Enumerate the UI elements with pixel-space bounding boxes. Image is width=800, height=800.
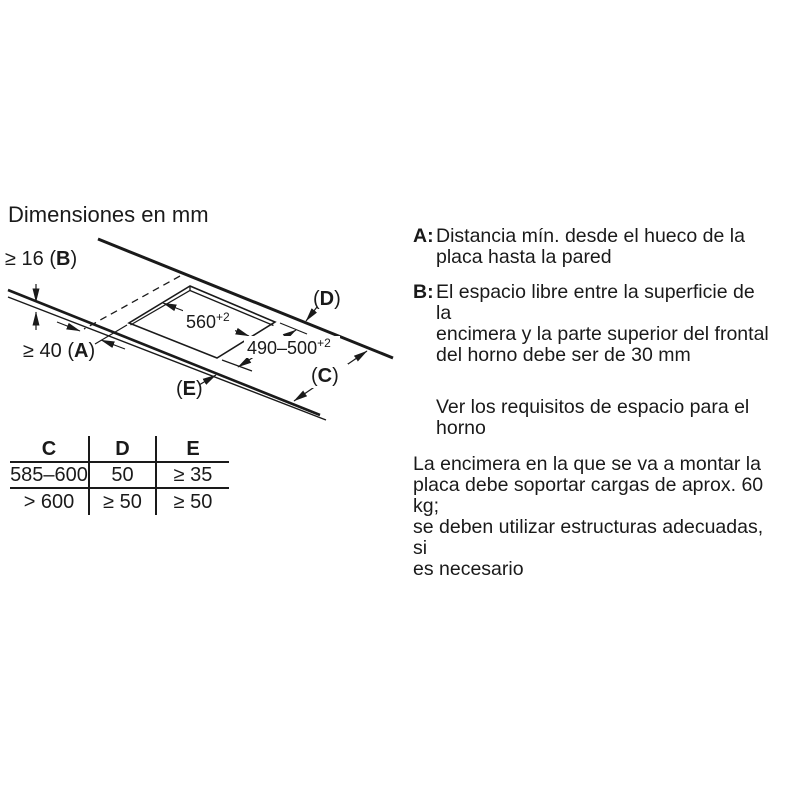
note-oven-line: Ver los requisitos de espacio para el [436,396,750,418]
note-b [413,282,769,366]
label-c: (C) [311,365,339,387]
cutout-right-extension-line [280,323,307,334]
note-load-line: placa debe soportar cargas de aprox. 60 kg; [413,474,764,517]
table-cell: ≥ 50 [90,489,157,515]
table-cell: > 600 [10,489,90,515]
note-b-line: El espacio libre entre la superficie de la [436,281,755,324]
notes-column [413,226,769,580]
table-cell: 50 [90,463,157,489]
cutout-depth-label: $490-500^{+2}$ [247,336,331,358]
note-a [413,226,769,268]
cutout-width-label: $560^{+2}$ [186,310,230,332]
table-header-d: D [90,436,157,463]
wall-distance-dimension-label: ≥ 40 (A) [23,340,96,362]
table-cell: ≥ 50 [173,491,213,513]
note-a-label: A: [413,225,434,247]
label-e: (E) [176,378,203,400]
label-d: (D) [313,288,341,310]
table-header-c: C [10,436,90,463]
note-b-label: B: [413,281,434,303]
dimensions-table [10,436,229,515]
note-load-line: La encimera en la que se va a montar la [413,453,761,475]
note-oven-space [413,397,769,439]
page-title: Dimensiones en mm [8,202,209,227]
note-load-line: es necesario [413,558,524,580]
table-cell: 585–600 [10,463,90,489]
note-a-line: Distancia mín. desde el hueco de la [436,225,745,247]
note-load-capacity [413,454,769,580]
note-oven-line: horno [436,417,486,439]
note-a-line: placa hasta la pared [436,246,612,268]
table-header-e: E [157,436,229,463]
note-b-line: encimera y la parte superior del frontal [436,323,769,345]
note-b-line: del horno debe ser de 30 mm [436,344,691,366]
note-load-line: se deben utilizar estructuras adecuadas, si [413,516,764,559]
thickness-dimension-label: ≥ 16 (B) [5,248,78,270]
table-cell: ≥ 35 [157,463,229,489]
